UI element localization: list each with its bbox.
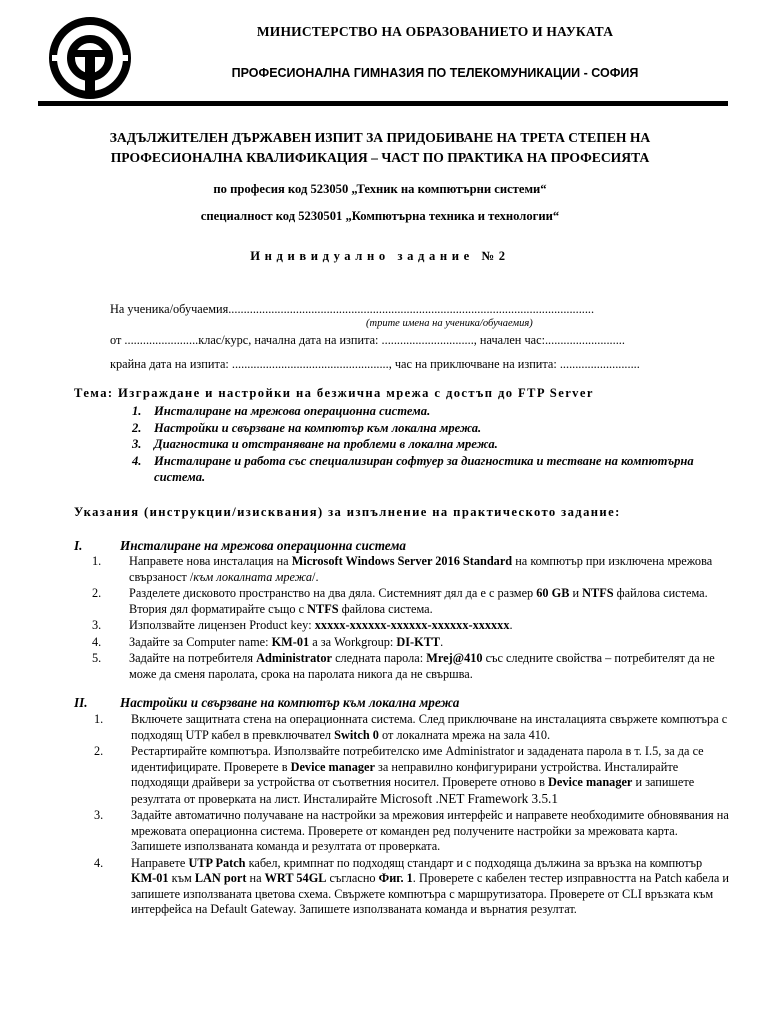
section-2-heading: II. Настройки и свързване на компютър към локална мрежа [74,695,460,710]
list-item: 2. Рестартирайте компютъра. Използвайте потребителско име Administrator и зададената парола в т. I.5, за да се идентифицирате. Проверете в Device manager за неправилно конфигурирани устройства. Инсталирайте подходящи драйвери за устройства от съответния носител. Проверете отново в Device manager и запишете резултата от проверката на лист. Инсталирайте Microsoft .NET Framework 3.5.1 [94,744,704,806]
exam-title [40,128,720,168]
profession-line: по професия код 523050 „Техник на компютърни системи“ [213,182,547,196]
ministry-heading: МИНИСТЕРСТВО НА ОБРАЗОВАНИЕТО И НАУКАТА [256,24,614,39]
task-title: Индивидуално задание №2 [250,249,510,263]
list-item: 4. Задайте за Computer name: KM-01 а за Workgroup: DI-KTT. [92,634,444,649]
list-item: 2. Настройки и свързване на компютър към локална мрежа. [132,420,482,435]
section-1-list [92,554,728,683]
section-1-heading: I. Инсталиране на мрежова операционна система [74,538,406,553]
school-heading: ПРОФЕСИОНАЛНА ГИМНАЗИЯ ПО ТЕЛЕКОМУНИКАЦИИ - СОФИЯ [231,66,639,80]
list-item: 5. Задайте на потребителя Administrator следната парола: Mrej@410 със следните свойства – потребителят да не може да сменя паролата, срока на паролата никога да не свършва. [92,651,715,681]
school-logo-icon [49,16,131,100]
list-item: 3. Задайте автоматично получаване на настройки за мрежовия интерфейс и направете необходимите обновявания на мрежовата операционна система. Проверете от команден ред получените настройки за мрежовата карта. Запишете използваната команда и резултата от проверката. [94,808,729,853]
student-name-line: На ученика/обучаемия....................................................................................................................... [110,302,595,316]
list-item: 4. Инсталиране и работа със специализиран софтуер за диагностика и тестване на компютърна система. [132,453,694,484]
instructions-heading: Указания (инструкции/изисквания) за изпълнение на практическото задание: [74,505,621,519]
specialty-line: специалност код 5230501 „Компютърна техника и технологии“ [200,209,560,223]
end-time-line: крайна дата на изпита: ..................................................., час на приключване на изпита: .......................... [110,357,640,371]
list-item: 1. Направете нова инсталация на Microsoft Windows Server 2016 Standard на компютър при изключена мрежова свързаност /към локалната мрежа/. [92,554,713,584]
topic-heading: Тема: Изграждане и настройки на безжична мрежа с достъп до FTP Server [74,386,594,400]
list-item: 3. Използвайте лицензен Product key: xxxxx-xxxxxx-xxxxxx-xxxxxx-xxxxxx. [92,618,513,632]
class-start-line: от ........................клас/курс, начална дата на изпита: .............................., начален час:.......................... [110,333,625,347]
list-item: 1. Включете защитната стена на операционната система. След приключване на инсталацията свържете компютъра с подходящ UTP кабел в превключвател Switch 0 от локалната мрежа на зала 410. [94,712,728,742]
header-divider [38,101,728,106]
section-2-list [94,712,730,919]
list-item: 2. Разделете дисковото пространство на два дяла. Системният дял да е с размер 60 GB и NTFS файлова система. Втория дял форматирайте също с NTFS файлова система. [92,586,708,616]
names-note: (трите имена на ученика/обучаемия) [366,318,533,329]
exam-title-line-2: ПРОФЕСИОНАЛНА КВАЛИФИКАЦИЯ – ЧАСТ ПО ПРАКТИКА НА ПРОФЕСИЯТА [110,150,650,165]
list-item: 4. Направете UTP Patch кабел, кримпнат по подходящ стандарт и с подходяща дължина за връзка на компютър KM-01 към LAN port на WRT 54GL съгласно Фиг. 1. Проверете с кабелен тестер изправността на Patch кабела и запишете използваната цветова схема. Свържете компютъра с маршрутизатора. Проверете от CLI връзката към интерфейса на Default Gateway. Запишете използваната команда и върнатия резултат. [94,855,729,916]
exam-title-line-1: ЗАДЪЛЖИТЕЛЕН ДЪРЖАВЕН ИЗПИТ ЗА ПРИДОБИВАНЕ НА ТРЕТА СТЕПЕН НА [109,130,651,145]
topic-list [132,403,732,486]
list-item: 1. Инсталиране на мрежова операционна система. [132,404,431,418]
list-item: 3. Диагностика и отстраняване на проблеми в локална мрежа. [132,437,498,451]
